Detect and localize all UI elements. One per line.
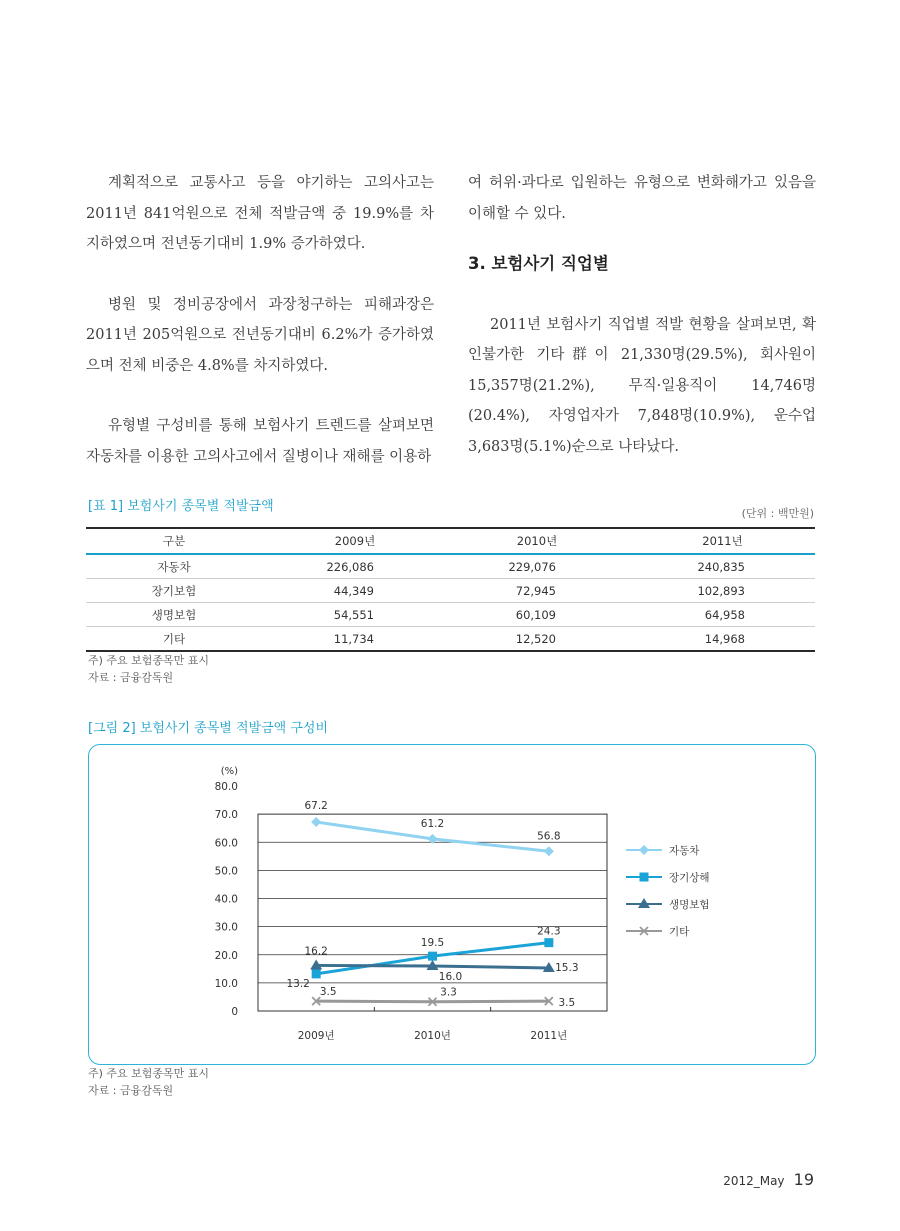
table-header-row [86, 528, 815, 554]
paragraph-trend: 유형별 구성비를 통해 보험사기 트렌드를 살펴보면 자동차를 이용한 고의사고에서 질병이나 재해를 이용하 [86, 418, 434, 465]
table-row [86, 579, 815, 603]
chart-frame [88, 744, 816, 1065]
table-cell-label: 자동차 [86, 554, 262, 579]
table-cell-label: 장기보험 [86, 579, 262, 603]
y-tick-label: 0 [231, 1006, 238, 1018]
legend-label: 자동차 [669, 845, 700, 857]
table-cell: 64,958 [630, 603, 815, 627]
data-point [544, 938, 553, 947]
data-label: 24.3 [537, 925, 561, 938]
table-cell-label: 기타 [86, 627, 262, 652]
legend-label: 장기상해 [669, 872, 710, 884]
legend-marker [639, 845, 649, 855]
x-tick-label: 2011년 [530, 1030, 568, 1042]
table-cell: 102,893 [630, 579, 815, 603]
y-tick-label: 80.0 [214, 781, 238, 793]
data-point [544, 846, 554, 856]
table-row [86, 603, 815, 627]
page-number: 19 [793, 1170, 814, 1189]
paragraph-exaggerated-claims: 병원 및 정비공장에서 과장청구하는 피해과장은 2011년 205억원으로 전년동기대비 6.2%가 증가하였으며 전체 비중은 4.8%를 차지하였다. [86, 296, 434, 374]
y-tick-label: 70.0 [214, 809, 238, 822]
legend-marker [640, 873, 649, 882]
y-axis-label: (%) [220, 766, 238, 777]
paragraph-trend-continued: 여 허위·과다로 입원하는 유형으로 변화해가고 있음을 이해할 수 있다. [468, 175, 816, 222]
legend-label: 생명보험 [669, 899, 710, 911]
table-header-category: 구분 [86, 528, 262, 554]
table-cell: 11,734 [266, 627, 444, 652]
table1-note: 주) 주요 보험종목만 표시 [88, 654, 210, 667]
table1-source: 자료 : 금융감독원 [88, 671, 174, 684]
legend-label: 기타 [669, 926, 690, 938]
data-label: 56.8 [537, 830, 561, 843]
paragraph-intentional-accident: 계획적으로 교통사고 등을 야기하는 고의사고는 2011년 841억원으로 전체 적발금액 중 19.9%를 차지하였으며 전년동기대비 1.9% 증가하였다. [86, 175, 434, 252]
table-cell: 72,945 [448, 579, 626, 603]
table-header-2010: 2010년 [448, 528, 626, 554]
table-header-2011: 2011년 [630, 528, 815, 554]
data-label: 3.5 [558, 997, 576, 1010]
table-cell: 44,349 [266, 579, 444, 603]
data-point [312, 969, 321, 978]
x-tick-label: 2010년 [414, 1030, 451, 1042]
table-cell: 226,086 [266, 554, 444, 579]
x-tick-label: 2009년 [297, 1030, 335, 1042]
table-cell: 54,551 [266, 603, 444, 627]
figure2-source: 자료 : 금융감독원 [88, 1084, 174, 1097]
y-tick-label: 50.0 [214, 865, 238, 878]
table-cell: 229,076 [448, 554, 626, 579]
body-column-right [468, 168, 816, 462]
line-chart [89, 745, 815, 1064]
y-tick-label: 20.0 [214, 949, 238, 962]
data-label: 16.2 [304, 945, 328, 958]
data-label: 15.3 [555, 961, 579, 974]
data-point [428, 952, 437, 961]
data-label: 61.2 [420, 817, 445, 830]
figure2-caption: [그림 2] 보험사기 종목별 적발금액 구성비 [88, 721, 329, 736]
y-tick-label: 40.0 [214, 893, 238, 906]
figure2-note: 주) 주요 보험종목만 표시 [88, 1067, 210, 1080]
y-tick-label: 30.0 [214, 921, 238, 934]
data-label: 13.2 [286, 977, 310, 990]
table-row [86, 554, 815, 579]
table1-caption: [표 1] 보험사기 종목별 적발금액 [88, 499, 274, 514]
table-cell: 14,968 [630, 627, 815, 652]
table-cell-label: 생명보험 [86, 603, 262, 627]
y-tick-label: 10.0 [214, 977, 238, 990]
y-tick-label: 60.0 [214, 837, 238, 850]
issue-label: 2012_May [723, 1174, 785, 1188]
table-row [86, 627, 815, 652]
table-cell: 60,109 [448, 603, 626, 627]
body-column-left [86, 168, 434, 472]
data-label: 3.3 [440, 986, 457, 999]
table1-unit: (단위 : 백만원) [741, 507, 814, 520]
page-footer [723, 1170, 814, 1189]
paragraph-occupation: 2011년 보험사기 직업별 적발 현황을 살펴보면, 확인불가한 기타群이 21,330명(29.5%), 회사원이 15,357명(21.2%), 무직·일용직이 14,746명(20.4%), 자영업자가 7,848명(10.9%), 운수업 3,683명(5.1%)순으로 나타났다. [468, 316, 816, 455]
table-cell: 12,520 [448, 627, 626, 652]
table-header-2009: 2009년 [266, 528, 444, 554]
data-label: 16.0 [438, 971, 463, 983]
data-label: 67.2 [304, 800, 328, 812]
table-cell: 240,835 [630, 554, 815, 579]
data-label: 19.5 [420, 937, 445, 950]
data-label: 3.5 [319, 986, 337, 999]
section-heading-occupation: 3. 보험사기 직업별 [468, 254, 609, 273]
data-point [311, 817, 321, 827]
table1 [86, 527, 815, 652]
